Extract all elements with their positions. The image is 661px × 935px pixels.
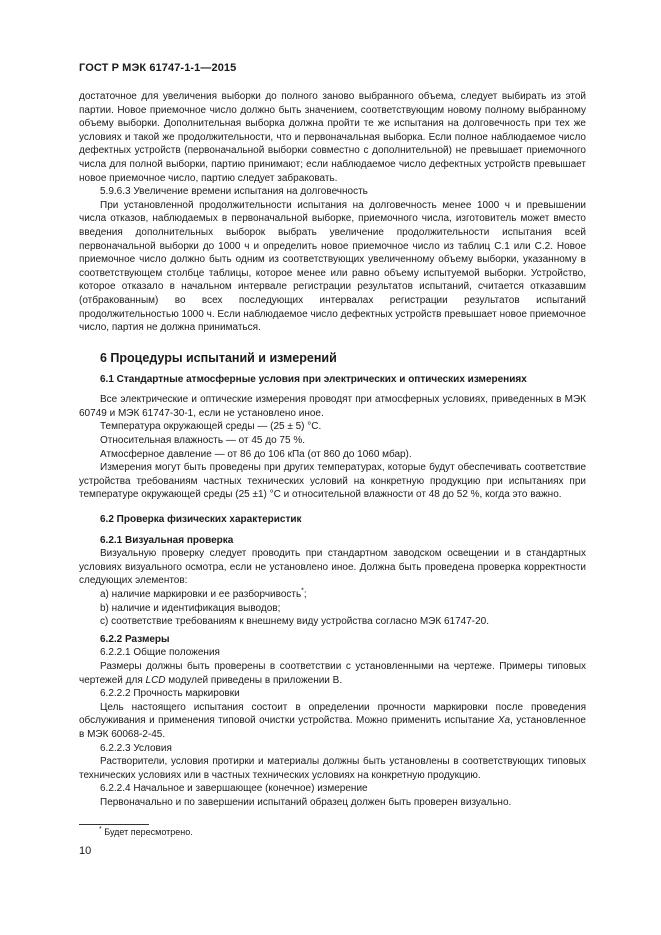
paragraph: При установленной продолжительности испытания на долговечность менее 1000 ч и превышении числа отказов, наблюдаемых в первоначальной выборке, приемочного числа, изготовитель может вместо введения дополнительных выборок выбрать увеличение продолжительности испытания всей первоначальной выборки до 1000 ч и определить новое приемочное число из таблиц С.1 или С.2. Новое приемочное число должно быть одним из соответствующих увеличенному объему выборки, указанному в соответствующем столбце таблицы, которое менее или равно объему испытуемой выборки. Устройство, которое отказало в начальном интервале регистрации результатов испытаний, считается отказавшим (отбракованным) во всех последующих интервалах регистрации результатов испытаний продолжительностью 1000 ч. Если наблюдаемое число дефектных устройств превышает новое приемочное число, партия не должна приниматься. — [79, 199, 586, 334]
paragraph: Размеры должны быть проверены в соответствии с установленными на чертеже. Примеры типовых чертежей для LCD модулей приведены в приложении В. — [79, 660, 586, 686]
clause-heading: 6.2.2 Размеры — [100, 633, 170, 645]
list-item: b) наличие и идентификация выводов; — [100, 602, 281, 614]
paragraph: Растворители, условия протирки и материалы должны быть установлены в соответствующих типовых технических условиях или в частных технических условиях на конкретную продукцию. — [79, 756, 586, 781]
section-heading: 6 Процедуры испытаний и измерений — [100, 350, 337, 365]
list-item: c) соответствие требованиям к внешнему виду устройства согласно МЭК 61747-20. — [100, 616, 489, 628]
page-number: 10 — [79, 845, 92, 857]
paragraph: достаточное для увеличения выборки до полного заново выбранного объема, следует выбирать из этой партии. Новое приемочное число должно быть значением, соответствующим новому полному выбранному объему выборки. Дополнительная выборка должна пройти те же испытания на долговечность при тех же условиях и такой же продолжительности, что и первоначальная выборка. Если полное наблюдаемое число дефектных устройств (первоначальной выборки совместно с дополнительной) не превышает приемочного числа для полной выборки, партию принимают; если наблюдаемое число дефектных устройств превышает новое приемочное число, партию следует забраковать. — [79, 91, 586, 184]
subsection-heading: 6.2 Проверка физических характеристик — [100, 514, 302, 526]
subsection-title: 5.9.6.3 Увеличение времени испытания на долговечность — [100, 186, 368, 198]
subsection-heading: 6.1 Стандартные атмосферные условия при электрических и оптических измерениях — [100, 373, 527, 385]
clause-title: 6.2.2.3 Условия — [100, 742, 172, 754]
condition-temperature: Температура окружающей среды — (25 ± 5) °C. — [100, 421, 322, 433]
paragraph: Цель настоящего испытания состоит в определении прочности маркировки после проведения обслуживания и применения типовой очистки устройства. Можно применить испытание Xa, установленное в МЭК 60068-2-45. — [79, 701, 586, 740]
footnote-ref[interactable]: * — [301, 587, 304, 595]
paragraph: Измерения могут быть проведены при других температурах, которые будут обеспечивать соответствие устройства требованиям частных технических условий на конкретную продукцию при испытаниях при температуре окружающей среды (25 ±1) °C и относительной влажности от 48 до 52 %, когда это важно. — [79, 462, 586, 501]
page-header: ГОСТ Р МЭК 61747-1-1—2015 — [79, 62, 237, 74]
clause-title: 6.2.2.2 Прочность маркировки — [100, 688, 240, 700]
condition-humidity: Относительная влажность — от 45 до 75 %. — [100, 435, 305, 447]
footnote: * Будет пересмотрено. — [99, 826, 193, 837]
clause-title: 6.2.2.4 Начальное и завершающее (конечное) измерение — [100, 783, 368, 795]
clause-heading: 6.2.1 Визуальная проверка — [100, 534, 234, 546]
paragraph: Первоначально и по завершении испытаний образец должен быть проверен визуально. — [100, 796, 512, 808]
paragraph: Все электрические и оптические измерения проводят при атмосферных условиях, приведенных в МЭК 60749 и МЭК 61747-30-1, если не установлено иное. — [79, 394, 586, 419]
page-content — [79, 90, 586, 810]
condition-pressure: Атмосферное давление — от 86 до 106 кПа (от 860 до 1060 мбар). — [100, 448, 412, 460]
clause-title: 6.2.2.1 Общие положения — [100, 647, 220, 659]
footnote-divider — [79, 824, 149, 825]
paragraph: Визуальную проверку следует проводить при стандартном заводском освещении и в стандартных условиях визуального осмотра, если не установлено иное. Должна быть проведена проверка корректности следующих элементов: — [79, 548, 586, 587]
footnote-mark: * — [99, 826, 102, 833]
list-item: a) наличие маркировки и ее разборчивость*; — [100, 587, 307, 600]
